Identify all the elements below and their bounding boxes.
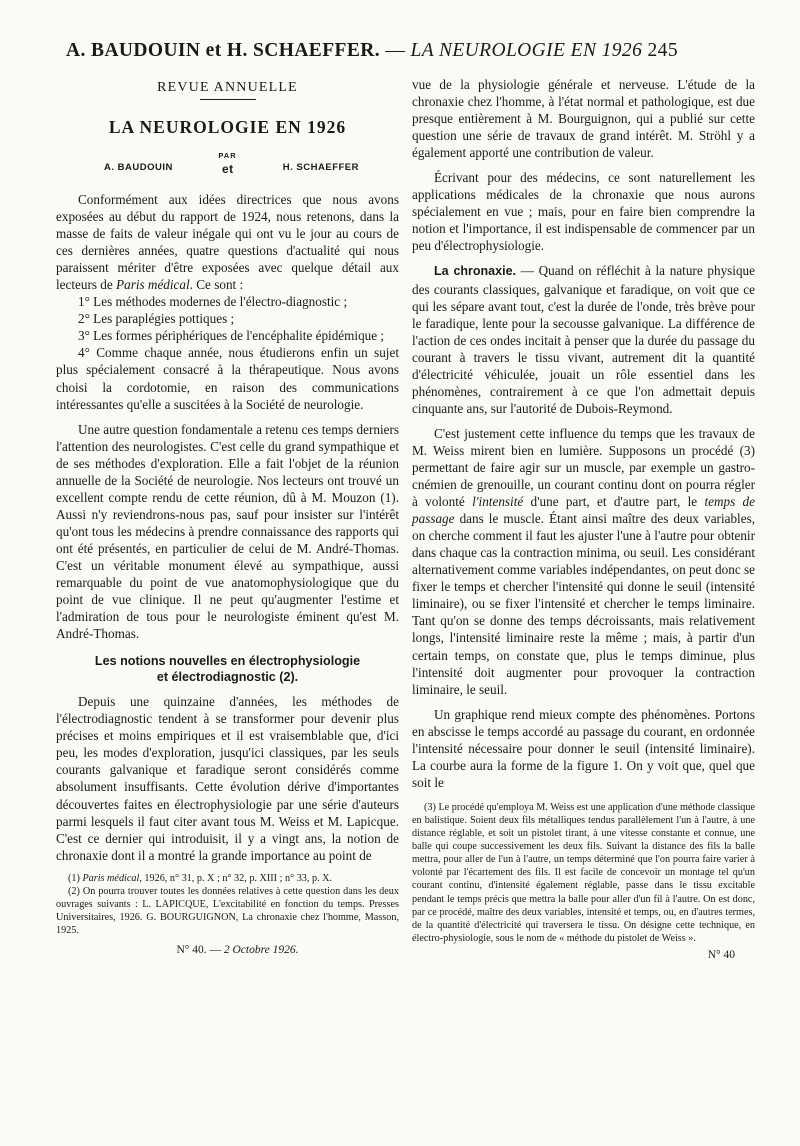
byline-par: PAR bbox=[218, 151, 237, 160]
article-title: LA NEUROLOGIE EN 1926 bbox=[108, 117, 347, 137]
footnote-2: (2) On pourra trouver toutes les données relatives à cette question dans les deux ouvrages suivants : L. LAPICQUE, L'excitabilité en fonction du temps. Presses Universitaires, 1926. G. BOURGUIGNON, La chronaxie chez l'homme, Masson, 1925. bbox=[56, 885, 399, 937]
left-column bbox=[56, 76, 399, 956]
author-schaeffer: H. SCHAEFFER bbox=[282, 162, 359, 173]
header-authors: A. BAUDOUIN et H. SCHAEFFER. bbox=[66, 40, 380, 61]
footnote-3: (3) Le procédé qu'employa M. Weiss est une application d'une méthode classique en balistique. Soient deux fils métalliques tendus parallèlement l'un à l'autre, à une distance réglable, et soit un pistolet tirant, à une vitesse constante et connue, une balle qui coupe successivement les deux fils. Suivant la distance des fils la balle mettra, pour aller de l'un à l'autre, un temps déterminé que l'on pourra faire varier à volonté par l'écartement des fils. Il est facile de concevoir un montage tel qu'un courant continu, d'intensité également réglable, passe dans le tissu excitable pendant le temps précis que mettra la balle pour aller d'un fil à l'autre. On est donc, par ce procédé, maître des deux variables, intensité et temps, ou, en d'autres termes, de la quantité d'électricité qui traversera le tissu. On désigne cette technique, en électro-physiologie, sous le nom de « méthode du pistolet de Weiss ». bbox=[412, 801, 755, 944]
chronaxie-heading: La chronaxie. bbox=[434, 264, 516, 279]
footnotes-left bbox=[56, 872, 399, 937]
paragraph-weiss: C'est justement cette influence du temps que les travaux de M. Weiss mirent bien en lumière. Supposons un procédé (3) permettant de faire agir sur un muscle, par exemple un gastro-cnémien de grenouille, un courant continu dont on pourra régler à volonté l'intensité d'une part, et d'autre part, le temps de passage dans le muscle. Étant ainsi maître des deux variables, on cherche comment il faut les ajuster l'une à l'autre pour obtenir dans chaque cas la contraction minima, ou seuil. Les considérant alternativement comme variables indépendantes, on peut donc se fixer le temps et chercher l'intensité qui donne le seuil (intensité liminaire), ou se fixer l'intensité et chercher le temps liminaire. Tant qu'on se donne des temps décroissants, mais relativement longs, l'intensité liminaire reste la même ; mais, à partir d'un certain temps, on constate que, plus le temps diminue, plus l'intensité doit augmenter pour provoquer la contraction liminaire, le seuil. bbox=[412, 425, 755, 697]
intro-paragraph: Conformément aux idées directrices que nous avons exposées au début du rapport de 1924, nous retenons, dans la masse de faits de valeur inégale qui ont vu le jour au cours de ces dernières années, quatre questions d'actualité qui nous paraissent mériter d'être exposées avec quelque détail aux lecteurs de Paris médical. Ce sont : bbox=[56, 192, 399, 293]
header-page-number: 245 bbox=[647, 40, 678, 61]
paragraph-chronaxie: La chronaxie. — Quand on réfléchit à la nature physique des courants classiques, galvanique et faradique, on voit que ce qui les sépare avant tout, c'est la durée de l'onde, très brève pour le faradique, lente pour la secousse galvanique. La différence de l'action de ces ondes incitait à penser que la durée du passage du courant à travers le tissu vivant, autrement dit la quantité d'électricité véhiculée, jouait un rôle essentiel dans les phénomènes, contrairement à ce que l'on admettait depuis cinquante ans, sur l'autorité de Dubois-Reymond. bbox=[412, 263, 755, 416]
section-heading: Les notions nouvelles en électrophysiologie et électrodiagnostic (2). bbox=[94, 654, 361, 685]
list-item: 3° Les formes périphériques de l'encéphalite épidémique ; bbox=[78, 328, 385, 344]
list-item: 1° Les méthodes modernes de l'électro-diagnostic ; bbox=[78, 294, 348, 310]
footer-issue: N° 40. — 2 Octobre 1926. bbox=[176, 944, 299, 957]
author-baudouin: A. BAUDOUIN bbox=[104, 162, 173, 173]
header-dash: — bbox=[385, 40, 406, 61]
right-column bbox=[412, 76, 755, 961]
paragraph-sympathique: Une autre question fondamentale a retenu ces temps derniers l'attention des neurologistes. C'est celle du grand sympathique et de ses méthodes d'exploration. Elle a fait l'objet de la réunion annuelle de la Société de neurologie. Nos lecteurs ont trouvé un excellent compte rendu de cette réunion, dû à M. Mouzon (1). Aussi n'y reviendrons-nous pas, sauf pour insister sur l'intérêt qu'ont tous les médecins à prendre connaissance des rapports qui ont été présentés, en particulier de celui de M. André-Thomas. C'est un véritable monument élevé au sympathique, aussi remarquable du point de vue anatomophysiologique que du point de vue clinique. Il ne peut qu'augmenter l'estime et l'admiration de tous pour le neurologiste éminent qu'est M. André-Thomas. bbox=[56, 421, 399, 642]
paragraph-medical-applications: Écrivant pour des médecins, ce sont naturellement les applications médicales de la chronaxie que nous aurons spécialement en vue ; mais, pour en faire bien comprendre la notion et l'importance, il est indispensable de commencer par un peu d'électrophysiologie. bbox=[412, 170, 755, 254]
paragraph-electrodiagnostic: Depuis une quinzaine d'années, les méthodes de l'électrodiagnostic tendent à se transformer pour devenir plus précises et moins empiriques et il est vraisemblable que, d'ici peu, les modes d'exploration, jusqu'ici classiques, par les seuls courants galvanique et faradique seront considérés comme absolument insuffisants. Cette évolution dérive d'importantes découvertes faites en électrophysiologie par une série d'auteurs parmi lesquels il faut citer avant tous M. Weiss et M. Lapicque. C'est ce dernier qui introduisit, il y a vingt ans, la notion de chronaxie dont il a montré la grande importance au point de bbox=[56, 694, 399, 863]
paragraph-continuation: vue de la physiologie générale et nerveuse. L'étude de la chronaxie chez l'homme, à l'état normal et pathologique, est due presque entièrement à M. Bourguignon, qui a publié sur cette question une série de travaux de grand intérêt. M. Ströhl y a également apporté une contribution de valeur. bbox=[412, 77, 755, 161]
paragraph-graphique: Un graphique rend mieux compte des phénomènes. Portons en abscisse le temps accordé au passage du courant, en ordonnée l'intensité nécessaire pour donner le seuil (intensité liminaire). La courbe aura la forme de la figure 1. On y voit que, quel que soit le bbox=[412, 706, 755, 790]
byline-and: et bbox=[221, 162, 234, 176]
running-header bbox=[66, 40, 746, 62]
list-item: 4° Comme chaque année, nous étudierons enfin un sujet plus spécialement consacré à la thérapeutique. Nous avons choisi la cordotomie, en raison des communications intéressantes qu'elle a suscitées à la Société de neurologie. bbox=[56, 345, 399, 412]
list-item: 2° Les paraplégies pottiques ; bbox=[78, 311, 235, 327]
header-running-title: LA NEUROLOGIE EN 1926 bbox=[410, 40, 643, 61]
byline bbox=[56, 162, 399, 176]
rubric: REVUE ANNUELLE bbox=[157, 80, 298, 95]
footer-issue-right: N° 40 bbox=[707, 948, 735, 961]
footnotes-right bbox=[412, 801, 755, 945]
rubric-rule bbox=[200, 99, 256, 100]
footnote-1: (1) Paris médical, 1926, n° 31, p. X ; n° 32, p. XIII ; n° 33, p. X. bbox=[68, 872, 333, 884]
